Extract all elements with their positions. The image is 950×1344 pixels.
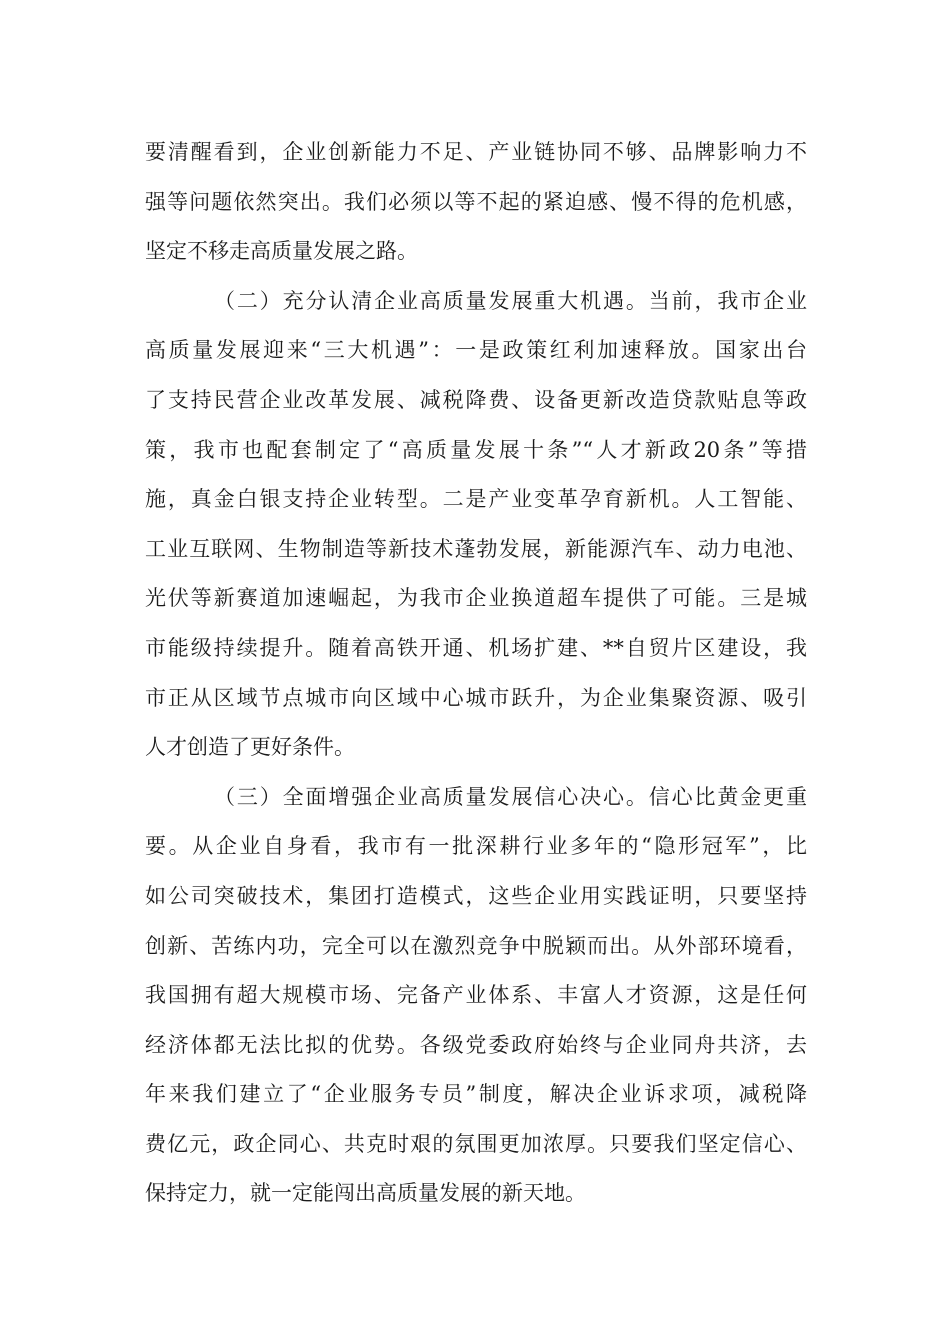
- text-line: 坚定不移走高质量发展之路。: [145, 239, 418, 264]
- text-line: 我国拥有超大规模市场、完备产业体系、丰富人才资源，这是任何: [145, 983, 807, 1008]
- text-line: 高质量发展迎来“三大机遇”：一是政策红利加速释放。国家出台: [145, 338, 807, 363]
- paragraph-section-3: [145, 773, 807, 1219]
- text-line: 费亿元，政企同心、共克时艰的氛围更加浓厚。只要我们坚定信心、: [145, 1131, 807, 1156]
- text-line: 市能级持续提升。随着高铁开通、机场扩建、**自贸片区建设，我: [145, 635, 807, 660]
- text-line: 经济体都无法比拟的优势。各级党委政府始终与企业同舟共济，去: [145, 1032, 807, 1057]
- text-line: 工业互联网、生物制造等新技术蓬勃发展，新能源汽车、动力电池、: [145, 536, 807, 561]
- section-heading-line: （二）充分认清企业高质量发展重大机遇。当前，我市企业: [214, 288, 807, 313]
- text-line: 创新、苦练内功，完全可以在激烈竞争中脱颖而出。从外部环境看，: [145, 933, 807, 958]
- text-line: 保持定力，就一定能闯出高质量发展的新天地。: [145, 1181, 586, 1206]
- text-line: 人才创造了更好条件。: [145, 735, 355, 760]
- text-line: 强等问题依然突出。我们必须以等不起的紧迫感、慢不得的危机感，: [145, 189, 807, 214]
- document-body: [145, 128, 807, 1219]
- paragraph-section-2: [145, 277, 807, 773]
- text-line: 要清醒看到，企业创新能力不足、产业链协同不够、品牌影响力不: [145, 140, 807, 164]
- paragraph-intro-tail: [145, 128, 807, 277]
- text-line: 年来我们建立了“企业服务专员”制度，解决企业诉求项，减税降: [145, 1082, 807, 1107]
- text-line: 市正从区域节点城市向区域中心城市跃升，为企业集聚资源、吸引: [145, 685, 807, 710]
- text-line: 施，真金白银支持企业转型。二是产业变革孕育新机。人工智能、: [145, 487, 807, 512]
- text-line: 如公司突破技术，集团打造模式，这些企业用实践证明，只要坚持: [145, 883, 807, 908]
- text-line: 光伏等新赛道加速崛起，为我市企业换道超车提供了可能。三是城: [145, 586, 807, 611]
- section-heading-line: （三）全面增强企业高质量发展信心决心。信心比黄金更重: [214, 784, 807, 809]
- text-line: 了支持民营企业改革发展、减税降费、设备更新改造贷款贴息等政: [145, 387, 807, 412]
- text-line: 要。从企业自身看，我市有一批深耕行业多年的“隐形冠军”，比: [145, 834, 807, 859]
- text-line: 策，我市也配套制定了“高质量发展十条”“人才新政20条”等措: [145, 437, 807, 462]
